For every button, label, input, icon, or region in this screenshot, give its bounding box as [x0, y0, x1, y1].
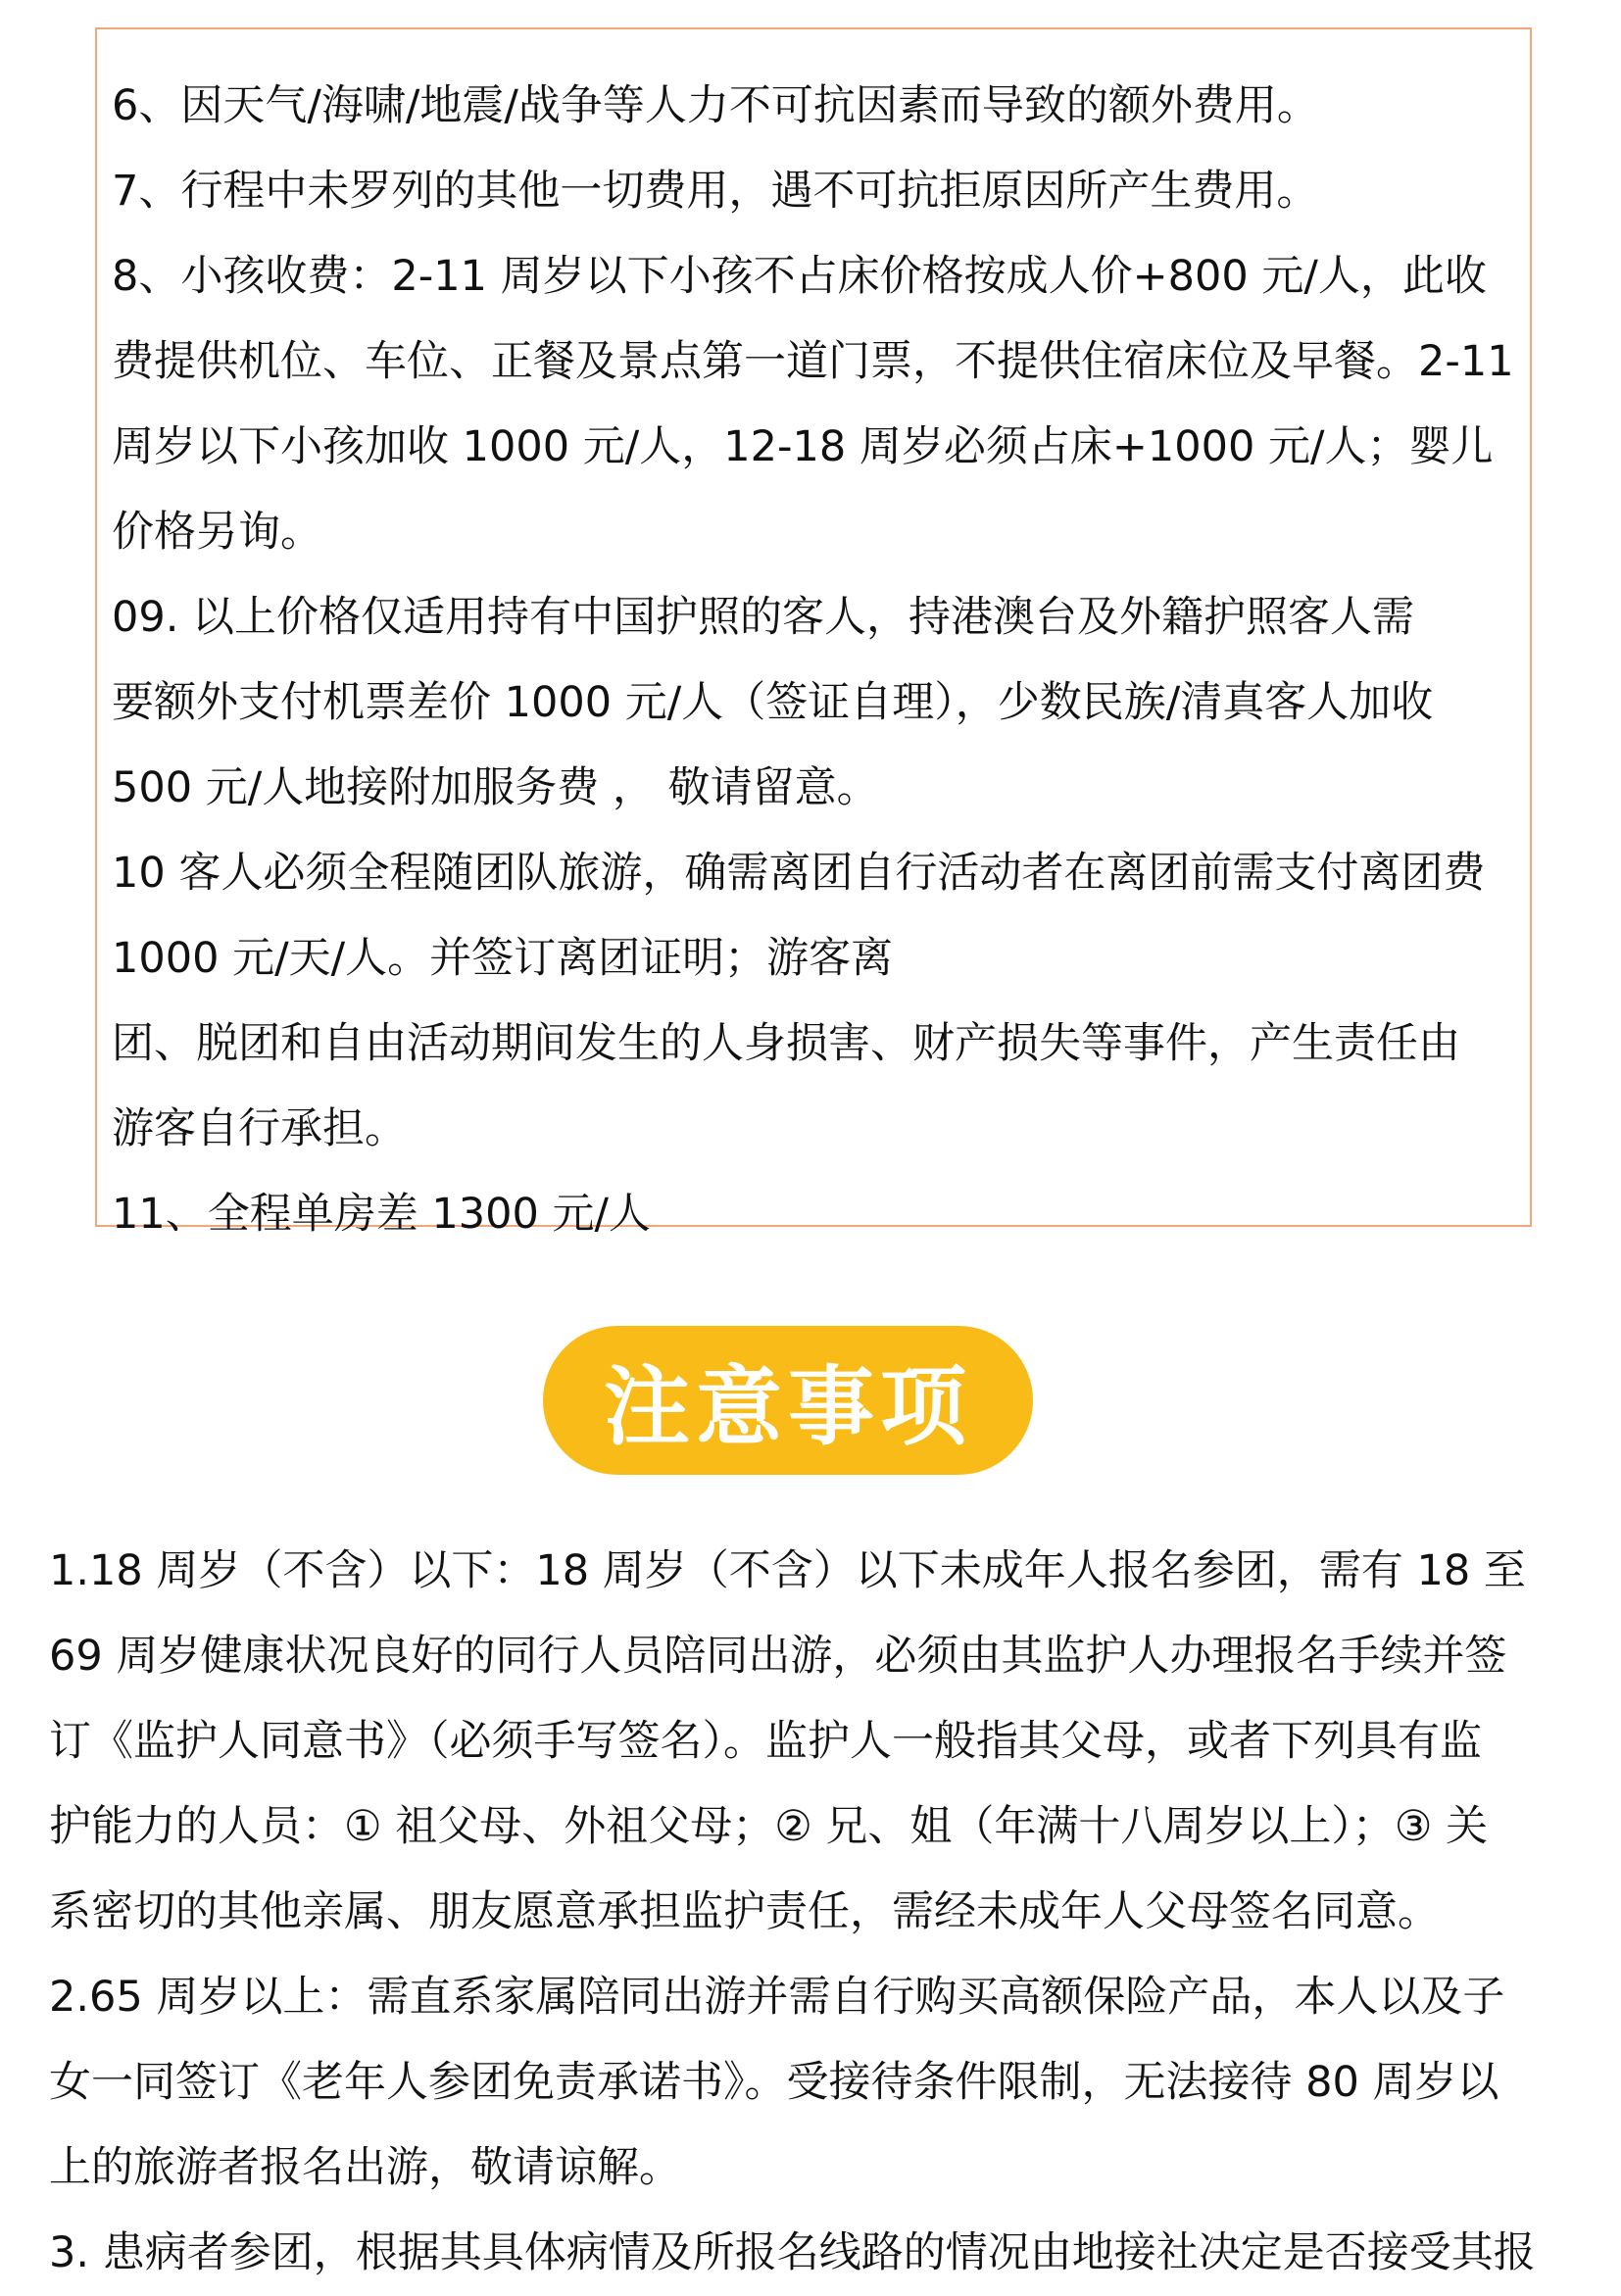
fee-line: 游客自行承担。 [112, 1104, 407, 1153]
fee-line: 09. 以上价格仅适用持有中国护照的客人，持港澳台及外籍护照客人需 [112, 593, 1415, 642]
fee-line: 1000 元/天/人。并签订离团证明；游客离 [112, 934, 894, 983]
note-line: 系密切的其他亲属、朋友愿意承担监护责任，需经未成年人父母签名同意。 [49, 1887, 1440, 1936]
notice-title: 注意事项 [603, 1355, 972, 1457]
note-line: 订《监护人同意书》（必须手写签名）。监护人一般指其父母，或者下列具有监 [49, 1717, 1482, 1766]
fee-line: 要额外支付机票差价 1000 元/人（签证自理），少数民族/清真客人加收 [112, 678, 1434, 727]
note-line: 3. 患病者参团，根据其具体病情及所报名线路的情况由地接社决定是否接受其报 [49, 2228, 1536, 2277]
fee-line: 费提供机位、车位、正餐及景点第一道门票，不提供住宿床位及早餐。2-11 [112, 337, 1514, 386]
fee-line: 11、全程单房差 1300 元/人 [112, 1190, 651, 1239]
note-line: 69 周岁健康状况良好的同行人员陪同出游，必须由其监护人办理报名手续并签 [49, 1632, 1507, 1681]
note-line: 1.18 周岁（不含）以下：18 周岁（不含）以下未成年人报名参团，需有 18 至 [49, 1546, 1526, 1595]
fee-line: 10 客人必须全程随团队旅游，确需离团自行活动者在离团前需支付离团费 [112, 849, 1486, 898]
fee-line: 周岁以下小孩加收 1000 元/人，12-18 周岁必须占床+1000 元/人；婴儿 [112, 422, 1494, 471]
note-line: 护能力的人员：① 祖父母、外祖父母；② 兄、姐（年满十八周岁以上）；③ 关 [49, 1802, 1489, 1851]
fee-line: 7、行程中未罗列的其他一切费用，遇不可抗拒原因所产生费用。 [112, 167, 1319, 216]
note-line: 上的旅游者报名出游，敬请谅解。 [49, 2143, 681, 2192]
fee-line: 500 元/人地接附加服务费 ， 敬请留意。 [112, 763, 879, 812]
note-line: 女一同签订《老年人参团免责承诺书》。受接待条件限制，无法接待 80 周岁以 [49, 2058, 1499, 2107]
fees-box [95, 27, 1532, 1239]
fee-line: 6、因天气/海啸/地震/战争等人力不可抗因素而导致的额外费用。 [112, 81, 1319, 130]
notice-title-badge [543, 1326, 1033, 1475]
fee-line: 价格另询。 [112, 508, 322, 557]
fee-line: 团、脱团和自由活动期间发生的人身损害、财产损失等事件，产生责任由 [112, 1019, 1460, 1068]
note-line: 2.65 周岁以上：需直系家属陪同出游并需自行购买高额保险产品，本人以及子 [49, 1973, 1505, 2022]
fee-line: 8、小孩收费：2-11 周岁以下小孩不占床价格按成人价+800 元/人，此收 [112, 252, 1487, 301]
